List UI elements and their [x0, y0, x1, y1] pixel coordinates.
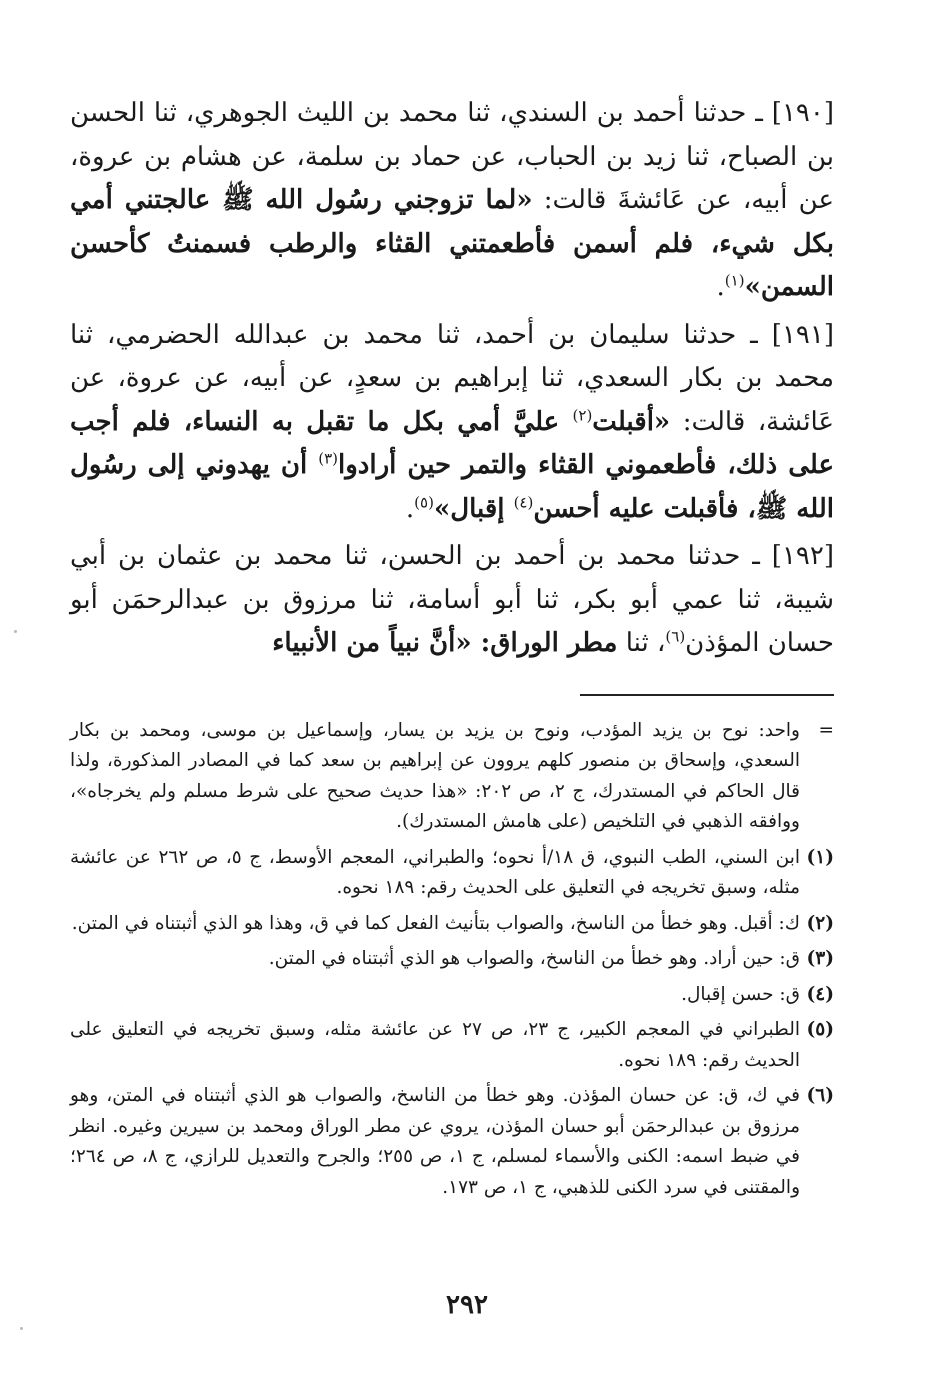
- footnote-text: في ك، ق: عن حسان المؤذن. وهو خطأ من الناسخ، والصواب هو الذي أثبتناه في المتن، وهو مرزوق بن عبدالرحمَن أبو حسان المؤذن، يروي عن مطر الوراق ومحمد بن سيرين وغيره. انظر في ضبط اسمه: الكنى والأسماء لمسلم، ج ١، ص ٢٥٥؛ والجرح والتعديل للرازي، ج ٨، ص ٢٦٤؛ والمقتنى في سرد الكنى للذهبي، ج ١، ص ١٧٣.: [70, 1085, 800, 1198]
- hadith-191-end: .: [405, 493, 415, 524]
- footnote-4: [70, 980, 834, 1011]
- footnote-6: [70, 1081, 834, 1203]
- page-content: [70, 92, 834, 1208]
- hadith-190-isnad: [١٩٠] ـ حدثنا أحمد بن السندي، ثنا محمد بن الليث الجوهري، ثنا الحسن بن الصباح، ثنا زيد بن الحباب، عن حماد بن سلمة، عن هشام بن عروة، عن أبيه، عن عَائشةَ قالت:: [70, 98, 834, 215]
- hadith-192-isnad-2: ، ثنا: [617, 628, 666, 658]
- footnote-ref-5: (٥): [414, 492, 434, 511]
- hadith-190-matn: «لما تزوجني رسُول الله ﷺ عالجتني أمي بكل شيء، فلم أسمن فأطعمتني القثاء والرطب فسمنتُ كأحسن السمن»: [70, 185, 834, 302]
- hadith-191-matn-2: عليَّ أمي بكل ما تقبل به النساء، فلم أجب على ذلك، فأطعموني القثاء والتمر حين أرادوا: [70, 406, 834, 480]
- footnote-continued: [70, 716, 834, 838]
- footnote-ref-6: (٦): [665, 627, 686, 646]
- footnote-ref-2: (٢): [572, 405, 593, 424]
- footnote-text: الطبراني في المعجم الكبير، ج ٢٣، ص ٢٧ عن عائشة مثله، وسبق تخريجه في التعليق على الحديث رقم: ١٨٩ نحوه.: [70, 1019, 800, 1071]
- footnote-3: [70, 944, 834, 975]
- hadith-191: [70, 314, 834, 532]
- footnote-mark: (٢): [806, 912, 834, 934]
- footnote-mark: =: [818, 719, 834, 741]
- footnote-text: ك: أقبل. وهو خطأ من الناسخ، والصواب بتأنيث الفعل كما في ق، وهذا هو الذي أثبتناه في المتن.: [71, 912, 800, 934]
- hadith-192-matn: مطر الوراق: «أنَّ نبياً من الأنبياء: [272, 628, 618, 658]
- footnote-mark: (٦): [806, 1085, 834, 1106]
- footnote-separator-wrap: [70, 666, 834, 716]
- footnote-1: [70, 843, 834, 904]
- main-text: [70, 92, 834, 666]
- hadith-191-matn-1: «أقبلت: [592, 406, 671, 437]
- scan-speck: [14, 630, 17, 633]
- scan-speck: [20, 1327, 23, 1330]
- hadith-192-isnad: [١٩٢] ـ حدثنا محمد بن أحمد بن الحسن، ثنا محمد بن عثمان بن أبي شيبة، ثنا عمي أبو بكر، ثنا أبو أسامة، ثنا مرزوق بن عبدالرحمَن أبو حسان المؤذن: [70, 541, 834, 658]
- page-number: ٢٩٢: [446, 1290, 488, 1320]
- hadith-192: [70, 535, 834, 666]
- footnote-mark: (٥): [806, 1019, 834, 1040]
- footnote-mark: (٤): [806, 983, 834, 1005]
- footnote-text: ق: حسن إقبال.: [681, 983, 800, 1005]
- footnote-mark: (١): [806, 846, 834, 868]
- footnote-ref-4: (٤): [513, 492, 534, 511]
- footnote-ref-3: (٣): [318, 449, 339, 468]
- hadith-190-end: .: [716, 272, 725, 302]
- footnote-mark: (٣): [806, 948, 834, 969]
- footnote-2: [70, 909, 834, 940]
- footnote-5: [70, 1015, 834, 1076]
- footnote-ref-1: (١): [724, 271, 745, 290]
- footnote-text: ق: حين أراد. وهو خطأ من الناسخ، والصواب هو الذي أثبتناه في المتن.: [268, 948, 800, 969]
- footnote-text: ابن السني، الطب النبوي، ق ١٨/أ نحوه؛ والطبراني، المعجم الأوسط، ج ٥، ص ٢٦٢ عن عائشة مثله، وسبق تخريجه في التعليق على الحديث رقم: ١٨٩ نحوه.: [70, 846, 801, 898]
- hadith-191-matn-4: إقبال»: [433, 493, 514, 524]
- hadith-191-isnad: [١٩١] ـ حدثنا سليمان بن أحمد، ثنا محمد بن عبدالله الحضرمي، ثنا محمد بن بكار السعدي، ثنا إبراهيم بن سعدٍ، عن أبيه، عن عروة، عن عَائشة، قالت:: [70, 319, 834, 437]
- footnotes: [70, 716, 834, 1204]
- footnote-separator: [580, 694, 834, 696]
- footnote-text: واحد: نوح بن يزيد المؤدب، ونوح بن يزيد بن يسار، وإسماعيل بن موسى، ومحمد بن بكار السعدي، وإسحاق بن منصور كلهم يروون عن إبراهيم بن سعد كما في المصادر المذكورة، ولذا قال الحاكم في المستدرك، ج ٢، ص ٢٠٢: «هذا حديث صحيح على شرط مسلم ولم يخرجاه»، ووافقه الذهبي في التلخيص (على هامش المستدرك).: [70, 719, 800, 832]
- hadith-190: [70, 92, 834, 310]
- hadith-191-matn-3: أن يهدوني إلى رسُول الله ﷺ، فأقبلت عليه أحسن: [70, 450, 834, 524]
